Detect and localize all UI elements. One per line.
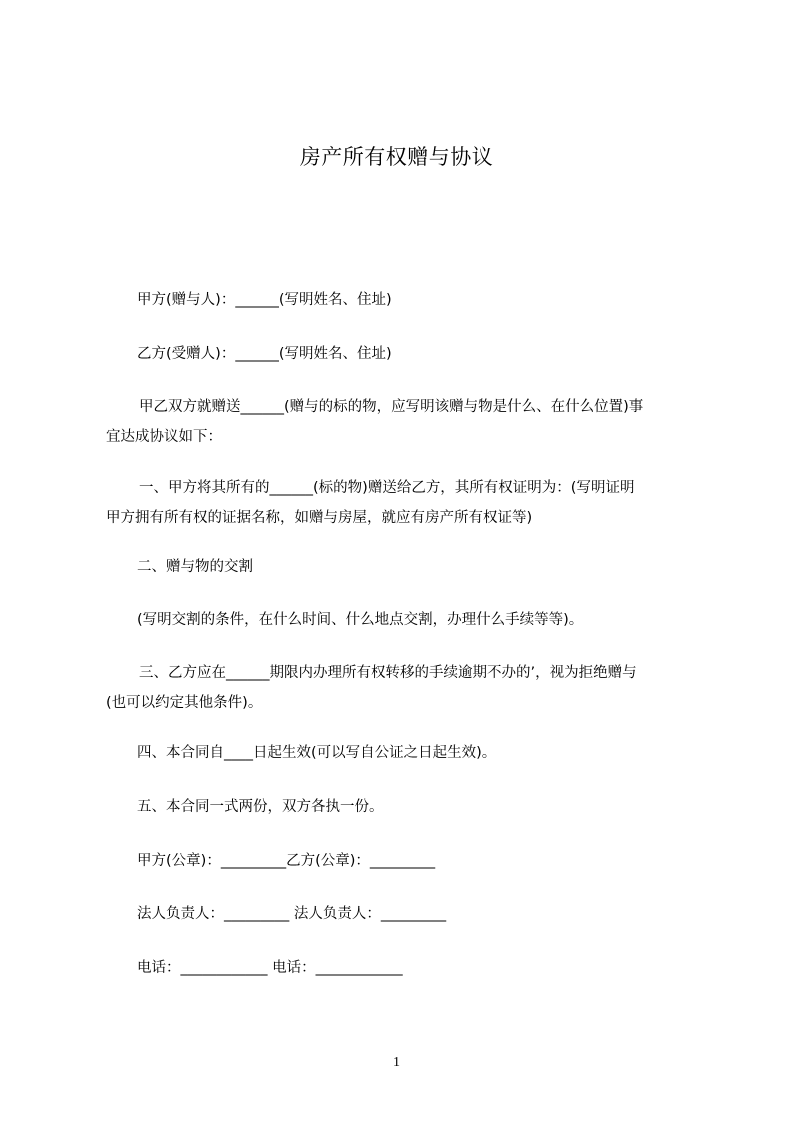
party-b-line: 乙方(受赠人)：______(写明姓名、住址) (137, 346, 392, 362)
clause-5-line: 五、本合同一式两份，双方各执一份。 (137, 799, 384, 815)
clause-3-paragraph (106, 658, 637, 718)
intro-line-1: 甲乙双方就赠送______(赠与的标的物，应写明该赠与物是什么、在什么位置)事 (139, 399, 644, 415)
document-title: 房产所有权赠与协议 (299, 145, 494, 169)
intro-paragraph (106, 392, 643, 452)
clause-2-heading: 二、赠与物的交割 (137, 559, 253, 575)
intro-line-2: 宜达成协议如下： (106, 429, 222, 445)
clause-1-line-2: 甲方拥有所有权的证据名称，如赠与房屋，就应有房产所有权证等) (106, 510, 533, 526)
seal-line: 甲方(公章)：_________乙方(公章)：_________ (137, 853, 436, 869)
party-a-line: 甲方(赠与人)：______(写明姓名、住址) (137, 292, 392, 308)
clause-4-line: 四、本合同自____日起生效(可以写自公证之日起生效)。 (137, 745, 497, 761)
clause-1-line-1: 一、甲方将其所有的______(标的物)赠送给乙方，其所有权证明为：(写明证明 (139, 480, 635, 496)
clause-3-line-1: 三、乙方应在______期限内办理所有权转移的手续逾期不办的’，视为拒绝赠与 (139, 665, 637, 681)
clause-3-line-2: (也可以约定其他条件)。 (106, 695, 263, 711)
phone-line: 电话：____________ 电话：____________ (137, 960, 403, 976)
clause-2-detail: (写明交割的条件，在什么时间、什么地点交割，办理什么手续等等)。 (137, 612, 584, 628)
legal-rep-line: 法人负责人：_________ 法人负责人：_________ (137, 906, 447, 922)
page-number: 1 (393, 1055, 400, 1070)
clause-1-paragraph (106, 473, 634, 533)
